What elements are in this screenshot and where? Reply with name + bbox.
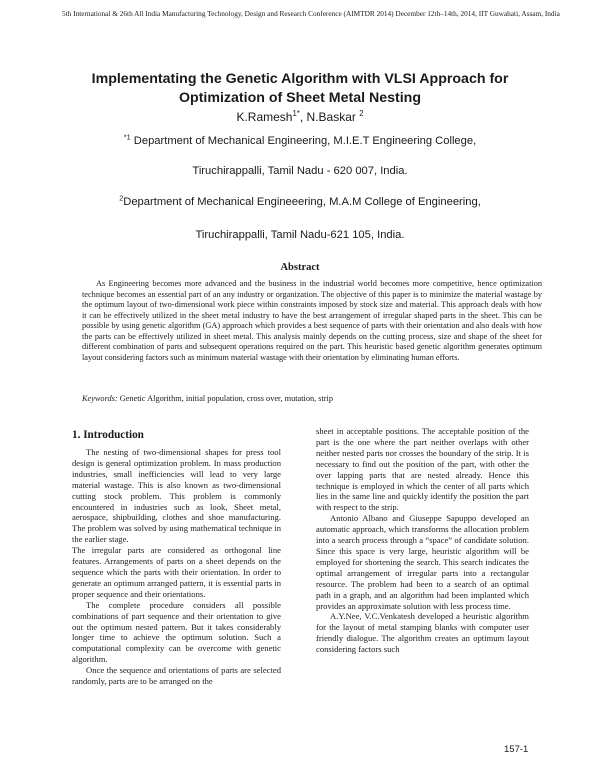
author-2-mark: 2 xyxy=(359,109,364,118)
right-paragraph-3: A.Y.Nee, V.C.Venkatesh developed a heuristic algorithm for the layout of metal stamping blanks with computer user friendly dialogue. The algorithm creates an optimum layout considering factors such xyxy=(316,611,529,655)
affiliation-2-mark: 2 xyxy=(119,193,124,203)
author-2: N.Baskar xyxy=(306,110,356,124)
affiliation-1-line-1: $^{*1}$ Department of Mechanical Engineering, M.I.E.T Engineering College, xyxy=(123,132,477,147)
author-1: K.Ramesh xyxy=(236,110,293,124)
left-column xyxy=(72,447,281,687)
left-paragraph-1: The nesting of two-dimensional shapes for press tool design is general optimization problem. In mass production industries, small inefficiencies will lead to very large material wastage. This is also known as two-dimensional cutting stock problem. This problem is commonly encountered in industries such as look, Sheet metal, aerospace, shipbuilding, clothes and shoe manufacturing. The problem was solved by using mathematical technique in the earlier stage. xyxy=(72,447,281,545)
section-heading: 1. Introduction xyxy=(72,429,144,441)
right-column xyxy=(316,426,529,655)
title-line-2: Optimization of Sheet Metal Nesting xyxy=(179,90,421,106)
affiliation-1-mark: *1 xyxy=(123,132,131,142)
right-paragraph-2: Antonio Albano and Giuseppe Sapuppo developed an automatic approach, which transforms the allocation problem into a search process through a “space” of candidate solution. Since this space is very large, heuristic algorithm will be employed for shortening the search. This search indicates the optimal arrangement of irregular parts into a rectangular resource. The problem had been to a search of an optimal path in a graph, and an algorithm had been implanted which provides an approximate solution with less process time. xyxy=(316,513,529,611)
title-line-1: Implementating the Genetic Algorithm with VLSI Approach for xyxy=(91,71,509,87)
abstract-text: As Engineering becomes more advanced and the business in the industrial world becomes more competitive, hence optimization technique becomes an essential part of an any industry or organization. The objective of this paper is to minimize the material wastage by the optimum layout of two-dimensional work piece within constraints imposed by stock size and material. This approach deals with how it can be effectively utilized in the sheet metal industry to have the best arrangement of irregular shaped parts in the sheet. This can be possible by using genetic algorithm (GA) approach which provides a best sequence of parts with their orientation and also deals with how the parts can be effectively utilized in sheet metal. This analysis mainly depends on the cutting process, size and shape of the sheet for different combination of parts and subsequent operations required on the part. This heuristic based genetic algorithm generates optimum layout considering factors such as minimum material wastage with their orientation by eliminating human efforts. xyxy=(82,279,542,362)
page-number: 157-1 xyxy=(504,744,529,755)
left-paragraph-2: The irregular parts are considered as orthogonal line features. Arrangements of parts on a sheet depends on the sequence which the parts with their orientation. In order to generate an optimum arranged pattern, it is essential parts in proper sequence and their orientations. xyxy=(72,545,281,599)
right-paragraph-1: sheet in acceptable positions. The acceptable position of the part is the one where the part neither overlaps with other neither nested parts nor crosses the boundary of the strip. It is necessary to find out the position of the part, with other the over lapping parts that are nested already. Hence this technique is employed in which the center of all parts which lies in the same line and quickly identify the position the part with respect to the strip. xyxy=(316,426,529,513)
abstract-heading: Abstract xyxy=(280,262,320,273)
author-separator: , xyxy=(299,110,307,124)
keywords-list: Genetic Algorithm, initial population, cross over, mutation, strip xyxy=(117,394,334,403)
left-paragraph-4: Once the sequence and orientations of parts are selected randomly, parts are to be arranged on the xyxy=(72,665,281,687)
affiliation-2-line-1: $^2$Department of Mechanical Engineeering, M.A.M College of Engineering, xyxy=(119,193,481,208)
author-list xyxy=(0,110,600,124)
left-paragraph-3: The complete procedure considers all possible combinations of part sequence and their orientation to give out the optimum nested pattern. But it takes considerably longer time to achieve the optimum solution. Such a computational complexity can be overcome with genetic algorithm. xyxy=(72,599,281,665)
keywords-label: Keywords: xyxy=(82,394,118,403)
author-1-mark: 1* xyxy=(292,109,300,118)
paper-title xyxy=(40,70,560,108)
affiliation-1-line-2: Tiruchirappalli, Tamil Nadu - 620 007, India. xyxy=(192,165,408,177)
conference-header: 5th International & 26th All India Manufacturing Technology, Design and Research Conference (AIMTDR 2014) December 12th–14th, 2014, IIT Guwahati, Assam, India xyxy=(62,9,560,18)
affiliation-2-line-2: Tiruchirappalli, Tamil Nadu-621 105, India. xyxy=(195,229,405,241)
keywords xyxy=(82,394,542,405)
